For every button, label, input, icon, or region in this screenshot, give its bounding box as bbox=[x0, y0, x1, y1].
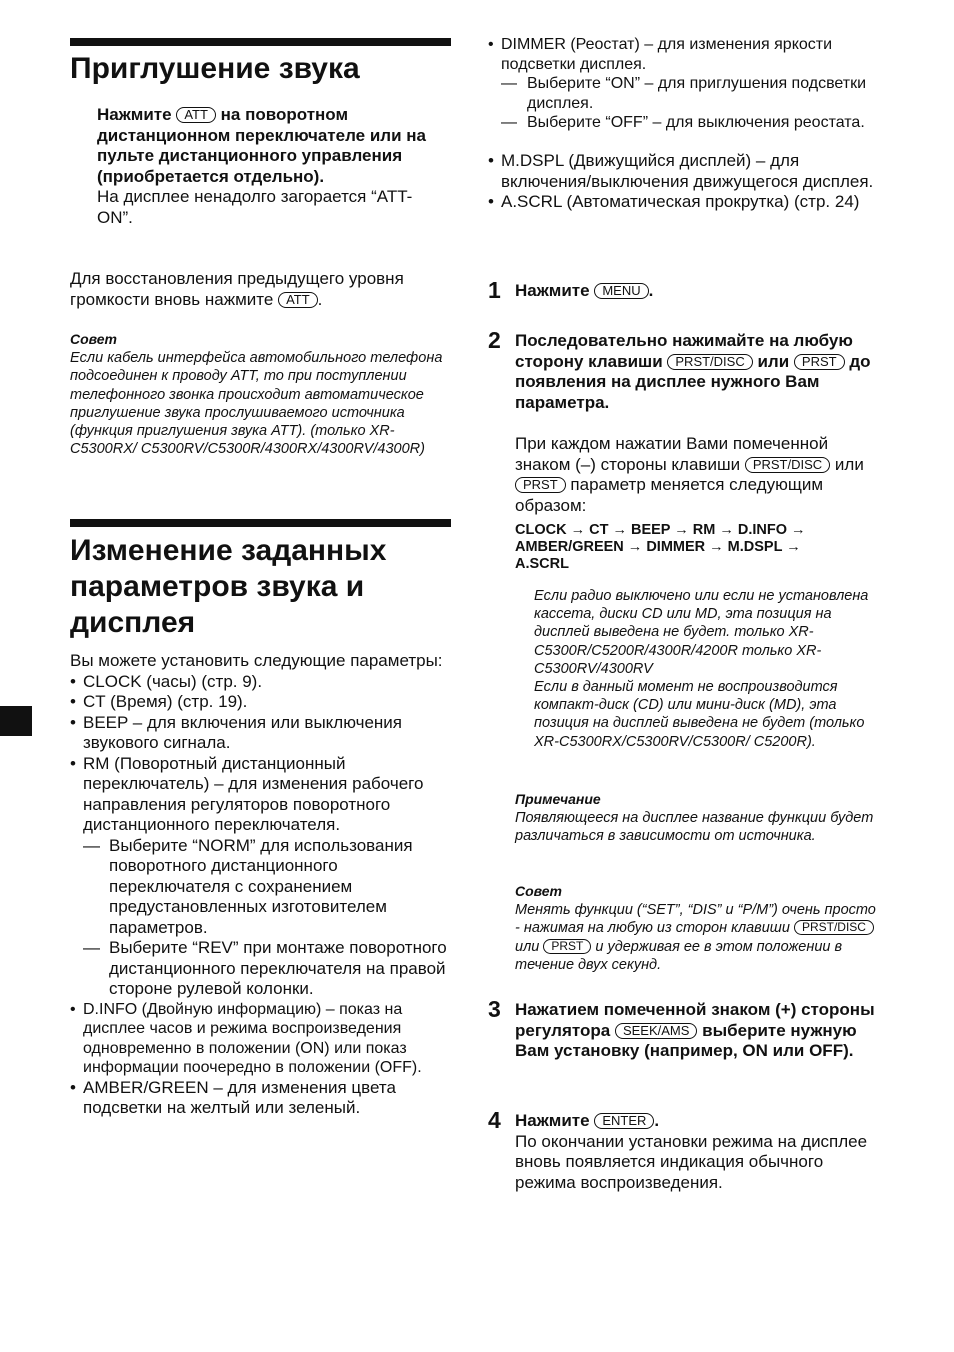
section-rule bbox=[70, 519, 451, 527]
mute-instruction bbox=[97, 105, 447, 228]
tip-title: Совет bbox=[70, 331, 118, 347]
note-title: Примечание bbox=[515, 791, 601, 807]
prst-key: PRST bbox=[794, 354, 845, 370]
list-item: • RM (Поворотный дистанционный переключатель) – для изменения рабочего направления регуляторов поворотного дистанционного переключателя. bbox=[70, 753, 424, 834]
step-2-text: Последовательно нажимайте на любую сторону клавиши bbox=[515, 331, 853, 371]
list-item: • DIMMER (Реостат) – для изменения яркости подсветки дисплея. bbox=[488, 36, 833, 73]
sub-list-item: — Выберите “REV” при монтаже поворотного дистанционного переключателя на правой стороне рулевой колонки. bbox=[83, 938, 447, 998]
availability-notes: Если радио выключено или если не установлена кассета, диски CD или MD, эта позиция на дисплей выведена не будет. только XR-C5300R/C5200R/4300R/4200R только XR-C5300RV/4300RV Если в данный момент не воспроизводится компакт-диск (CD) или мини-диск (MD), эта позиция на дисплей выведена не будет (только XR-C5300RX/C5300RV/C5300R/ C5200R). bbox=[534, 588, 869, 750]
step-4-result: По окончании установки режима на дисплее вновь появляется индикация обычного режима воспроизведения. bbox=[515, 1131, 868, 1192]
prst-key: PRST bbox=[543, 939, 591, 954]
enter-key: ENTER bbox=[594, 1113, 654, 1129]
restore-volume-text: Для восстановления предыдущего уровня громкости вновь нажмите bbox=[70, 269, 404, 309]
list-item: • D.INFO (Двойную информацию) – показ на дисплее часов и режима воспроизведения одновременно в положении (ON) или показ информации поочередно в положении (OFF). bbox=[70, 1000, 422, 1076]
list-item: • BEEP – для включения или выключения звукового сигнала. bbox=[70, 712, 403, 752]
tip-block bbox=[70, 330, 450, 458]
settings-list-continued bbox=[488, 35, 880, 133]
step-number: 1 bbox=[488, 277, 501, 303]
list-item: • AMBER/GREEN – для изменения цвета подсветки на желтый или зеленый. bbox=[70, 1077, 396, 1117]
prst-disc-key: PRST/DISC bbox=[794, 920, 874, 935]
settings-intro: Вы можете установить следующие параметры: bbox=[70, 651, 443, 670]
step-number: 4 bbox=[488, 1107, 501, 1133]
seek-ams-key: SEEK/AMS bbox=[615, 1023, 697, 1039]
prst-disc-key: PRST/DISC bbox=[667, 354, 752, 370]
section-rule bbox=[70, 38, 451, 46]
sub-list-item: — Выберите “OFF” – для выключения реостата. bbox=[501, 114, 865, 131]
att-key: ATT bbox=[278, 292, 318, 308]
mute-instruction-text: на поворотном дистанционном переключателе или на пульте дистанционного управления (приобретается отдельно). bbox=[97, 105, 426, 186]
step-2-detail: При каждом нажатии Вами помеченной знаком (–) стороны клавиши PRST/DISC или PRST параметр меняется следующим образом: bbox=[515, 434, 864, 515]
settings-list bbox=[70, 651, 454, 1119]
section-title-settings: Изменение заданных параметров звука и дисплея bbox=[70, 534, 387, 639]
mute-display-note: На дисплее ненадолго загорается “ATT-ON”. bbox=[97, 187, 413, 227]
list-item: • M.DSPL (Движущийся дисплей) – для включения/выключения движущегося дисплея. bbox=[488, 151, 874, 191]
restore-volume-note: Для восстановления предыдущего уровня громкости вновь нажмите ATT . bbox=[70, 269, 404, 309]
page-edge-tab bbox=[0, 706, 32, 736]
step-3-text: Нажатием помеченной знаком (+) стороны регулятора bbox=[515, 1000, 875, 1040]
step-number: 2 bbox=[488, 327, 501, 353]
prst-key: PRST bbox=[515, 477, 566, 493]
section-title-mute: Приглушение звука bbox=[70, 52, 360, 85]
tip-title: Совет bbox=[515, 883, 563, 899]
prst-disc-key: PRST/DISC bbox=[745, 457, 830, 473]
att-key: ATT bbox=[176, 107, 216, 123]
tip-text: Если кабель интерфейса автомобильного телефона подсоединен к проводу ATT, то при поступлении телефонного звонка происходит автоматическое приглушение звука прослушиваемого источника (функция приглушения звука ATT). (только XR-C5300RX/ C5300RV/C5300R/4300RX/4300RV/4300R) bbox=[70, 350, 443, 458]
sub-list-item: — Выберите “ON” – для приглушения подсветки дисплея. bbox=[501, 75, 867, 112]
tip-block-2: Совет Менять функции (“SET”, “DIS” и “P/M”) очень просто - нажимая на любую из сторон клавиши PRST/DISC или PRST и удерживая ее в этом положении в течение двух секунд. bbox=[515, 883, 876, 973]
list-item: • CT (Время) (стр. 19). bbox=[70, 692, 248, 711]
sub-list-item: — Выберите “NORM” для использования поворотного дистанционного переключателя с сохранением предустановленных изготовителем параметров. bbox=[83, 835, 413, 937]
step-number: 3 bbox=[488, 996, 501, 1022]
parameter-sequence: CLOCK → CT → BEEP → RM → D.INFO → AMBER/GREEN → DIMMER → M.DSPL → A.SCRL bbox=[515, 522, 806, 572]
note-block: Примечание Появляющееся на дисплее название функции будет различаться в зависимости от источника. bbox=[515, 791, 874, 845]
press-label: Нажмите bbox=[97, 105, 172, 124]
settings-list-continued-2 bbox=[488, 151, 880, 213]
step-4-text: Нажмите bbox=[515, 1111, 590, 1130]
list-item: • CLOCK (часы) (стр. 9). bbox=[70, 671, 263, 691]
menu-key: MENU bbox=[594, 283, 648, 299]
list-item: • A.SCRL (Автоматическая прокрутка) (стр. 24) bbox=[488, 192, 860, 211]
step-1-text: Нажмите bbox=[515, 281, 590, 300]
